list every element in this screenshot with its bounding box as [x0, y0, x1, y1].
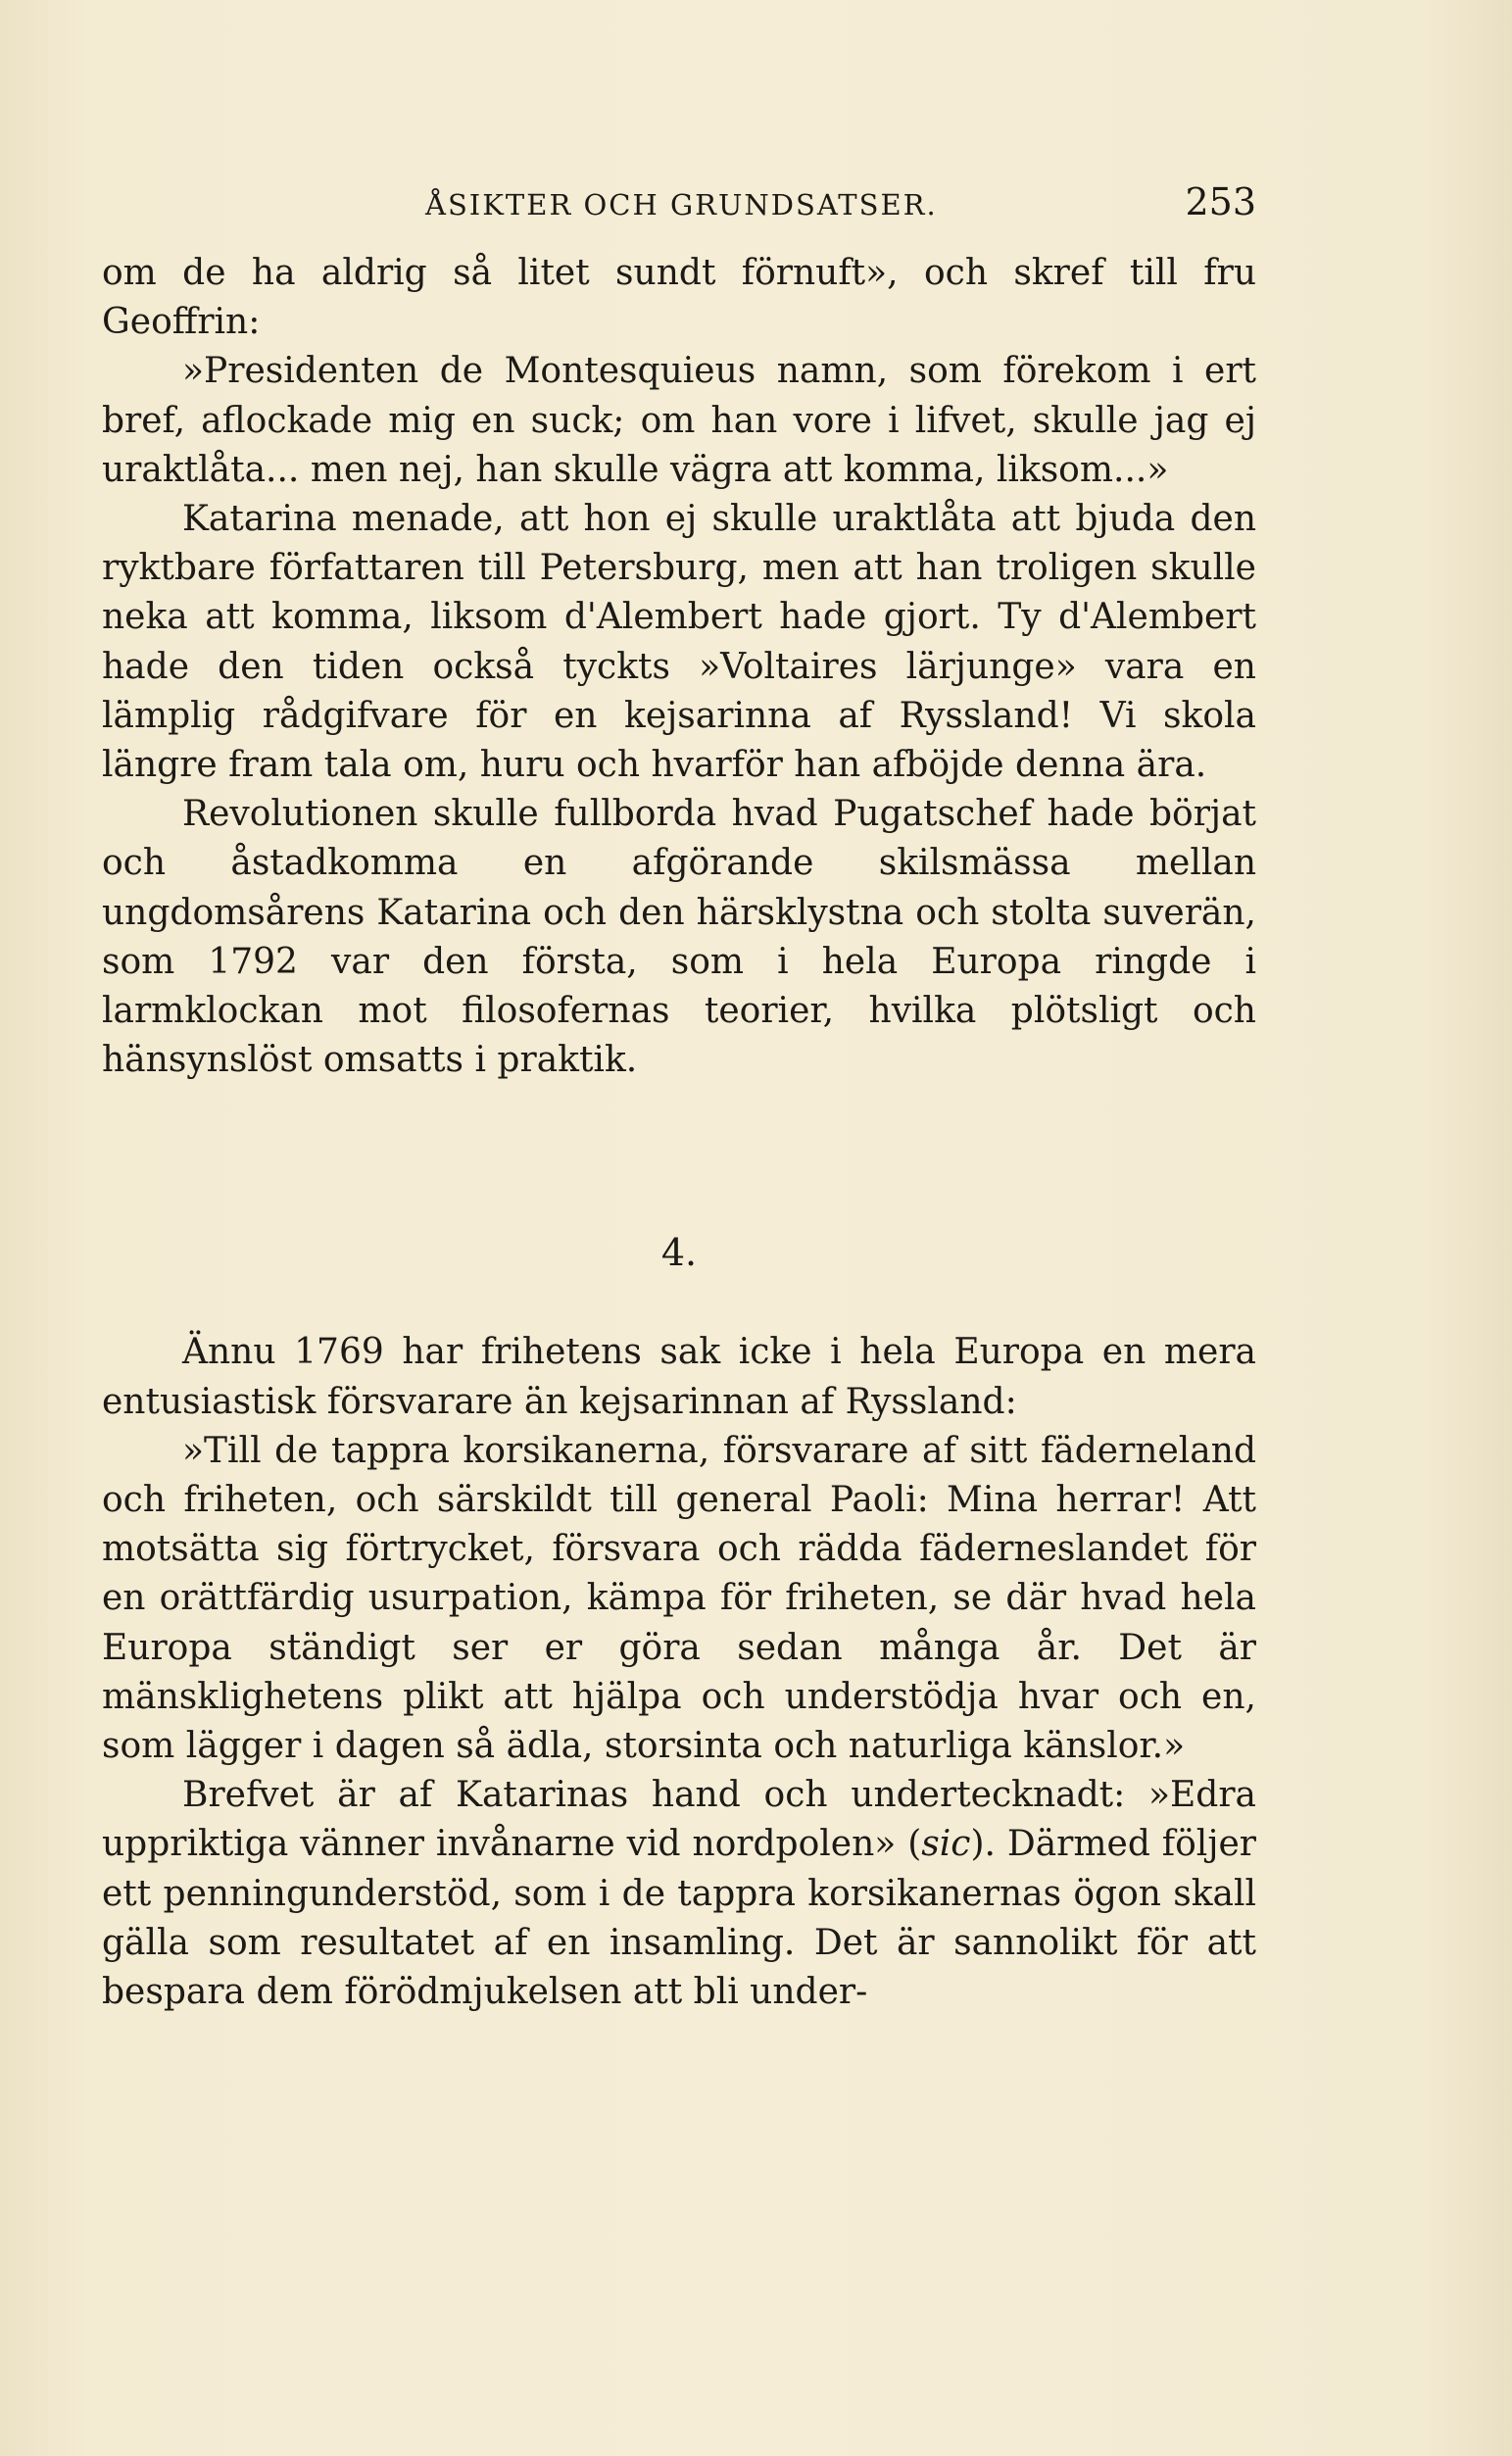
running-header — [102, 176, 1256, 231]
brefvet-text-end: ). Därmed följer ett penningunderstöd, som i de tappra korsikanernas ögon skall gälla som resultatet af en insamling. Det är sannolikt för att bespara dem förödmjukelsen att bli under- — [102, 1824, 1256, 2013]
page-number: 253 — [1185, 180, 1256, 223]
page-text-block — [102, 176, 1256, 2017]
paragraph-brefvet — [102, 1771, 1256, 2017]
paragraph-continuation: om de ha aldrig så litet sundt förnuft», och skref till fru Geoffrin: — [102, 253, 1256, 343]
section-number: 4. — [660, 1231, 698, 1275]
paragraph-katarina-dalembert: Katarina menade, att hon ej skulle uraktlåta att bjuda den ryktbare författaren till Petersburg, men att han troligen skulle neka att komma, liksom d'Alembert hade gjort. Ty d'Alembert hade den tiden också tyckts »Voltaires lärjunge» vara en lämplig rådgifvare för en kejsarinna af Ryssland! Vi skola längre fram tala om, huru och hvarför han afböjde denna ära. — [102, 499, 1256, 786]
paragraph-annu-1769: Ännu 1769 har frihetens sak icke i hela Europa en mera entusiastisk försvarare än kejsarinnan af Ryssland: — [102, 1332, 1256, 1422]
brefvet-text-start: Brefvet är af Katarinas hand och undertecknadt: »Edra uppriktiga vänner invånarne vid nordpolen» ( — [102, 1775, 1256, 1865]
sic-italic: sic — [921, 1824, 971, 1865]
paragraph-quote-korsikanerna: »Till de tappra korsikanerna, försvarare af sitt fäderneland och friheten, och särskildt till general Paoli: Mina herrar! Att motsätta sig förtrycket, försvara och rädda fäderneslandet för en orättfärdig usurpation, kämpa för friheten, se där hvad hela Europa ständigt ser er göra sedan många år. Det är mänsklighetens plikt att hjälpa och understödja hvar och en, som lägger i dagen så ädla, storsinta och naturliga känslor.» — [102, 1430, 1256, 1767]
running-header-title: ÅSIKTER OCH GRUNDSATSER. — [425, 188, 938, 221]
paragraph-quote-montesquieu: »Presidenten de Montesquieus namn, som förekom i ert bref, aflockade mig en suck; om han vore i lifvet, skulle jag ej uraktlåta... men nej, han skulle vägra att komma, liksom...» — [102, 351, 1256, 490]
paragraph-revolutionen: Revolutionen skulle fullborda hvad Pugatschef hade börjat och åstadkomma en afgörande skilsmässa mellan ungdomsårens Katarina och den härsklystna och stolta suverän, som 1792 var den första, som i hela Europa ringde i larmklockan mot filosofernas teorier, hvilka plötsligt och hänsynslöst omsatts i praktik. — [102, 794, 1256, 1081]
